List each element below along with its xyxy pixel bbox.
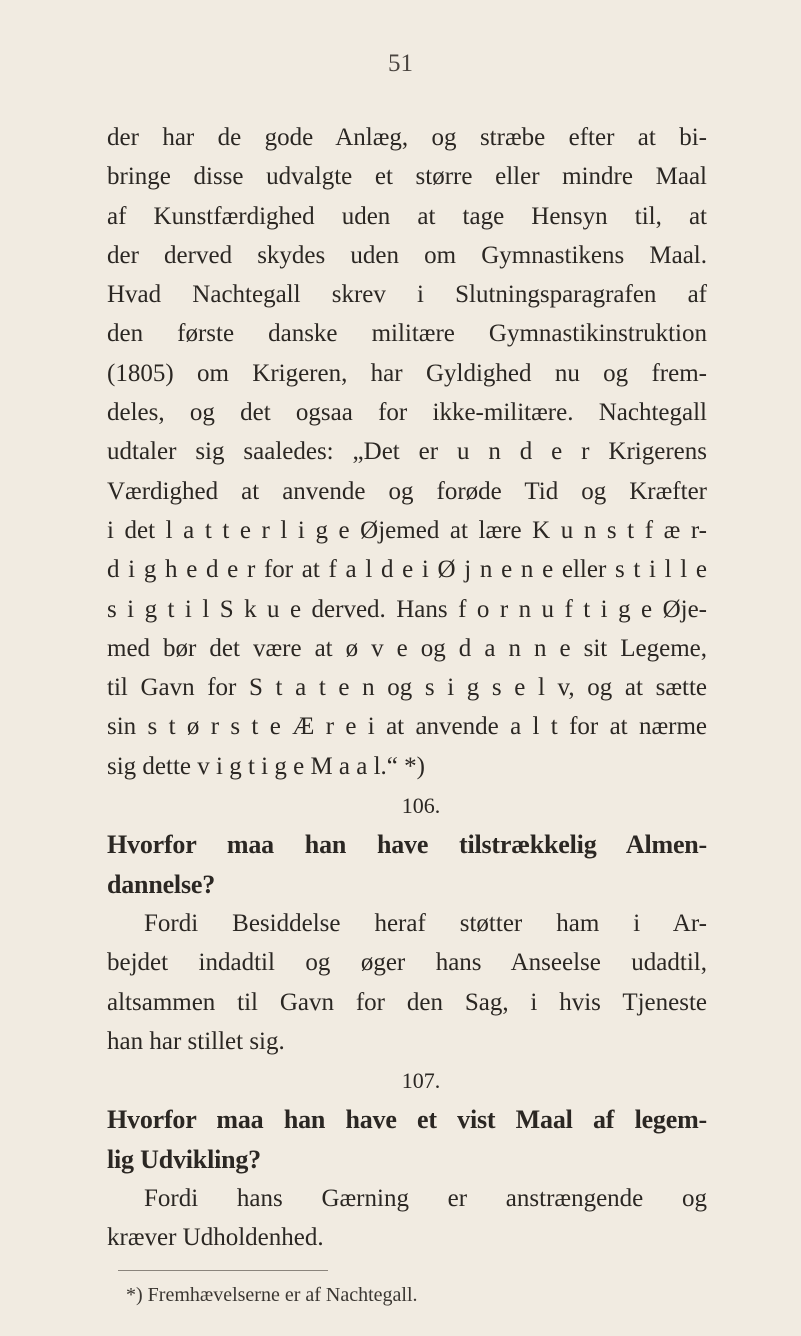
answer-line: han har stillet sig. — [107, 1027, 285, 1055]
text-line: sig dette v i g t i g e M a a l.“ *) — [107, 752, 425, 780]
text-line: deles, og det ogsaa for ikke-militære. Nachtegall — [107, 399, 707, 427]
text-line: der derved skydes uden om Gymnastikens Maal. — [107, 241, 707, 269]
text-line: (1805) om Krigeren, har Gyldighed nu og frem- — [107, 359, 707, 387]
body-text — [107, 118, 707, 1258]
section-number: 106. — [401, 793, 441, 819]
section-question: Hvorfor maa han have et vist Maal af legem- — [107, 1105, 707, 1135]
answer-line: Fordi Besiddelse heraf støtter ham i Ar- — [144, 909, 707, 937]
section-question: Hvorfor maa han have tilstrækkelig Almen- — [107, 830, 707, 860]
text-line: Værdighed at anvende og forøde Tid og Kræfter — [107, 477, 707, 505]
answer-line: altsammen til Gavn for den Sag, i hvis Tjeneste — [107, 988, 707, 1016]
answer-line: kræver Udholdenhed. — [107, 1224, 324, 1252]
section-number: 107. — [401, 1068, 441, 1094]
text-line: sin s t ø r s t e Æ r e i at anvende a l t for at nærme — [107, 713, 707, 741]
text-line: der har de gode Anlæg, og stræbe efter at bi- — [107, 124, 707, 151]
section-question: lig Udvikling? — [107, 1144, 261, 1174]
text-line: den første danske militære Gymnastikinstruktion — [107, 320, 707, 348]
text-line: s i g t i l S k u e derved. Hans f o r n u f t i g e Øje- — [107, 595, 707, 623]
text-line: Hvad Nachtegall skrev i Slutningsparagrafen af — [107, 281, 707, 309]
answer-line: Fordi hans Gærning er anstrængende og — [144, 1185, 707, 1213]
text-line: med bør det være at ø v e og d a n n e sit Legeme, — [107, 634, 707, 662]
page-number: 51 — [388, 50, 413, 77]
text-line: udtaler sig saaledes: „Det er u n d e r Krigerens — [107, 438, 707, 466]
text-line: d i g h e d e r for at f a l d e i Ø j n e n e eller s t i l l e — [107, 556, 707, 584]
footnote-divider — [118, 1270, 328, 1271]
text-line: af Kunstfærdighed uden at tage Hensyn til, at — [107, 202, 707, 230]
text-line: bringe disse udvalgte et større eller mindre Maal — [107, 163, 707, 191]
text-line: i det l a t t e r l i g e Øjemed at lære K u n s t f æ r- — [107, 516, 707, 544]
footnote: *) Fremhævelserne er af Nachtegall. — [126, 1284, 418, 1306]
answer-line: bejdet indadtil og øger hans Anseelse udadtil, — [107, 949, 707, 977]
text-line: til Gavn for S t a t e n og s i g s e l v, og at sætte — [107, 674, 707, 702]
section-question: dannelse? — [107, 869, 216, 899]
